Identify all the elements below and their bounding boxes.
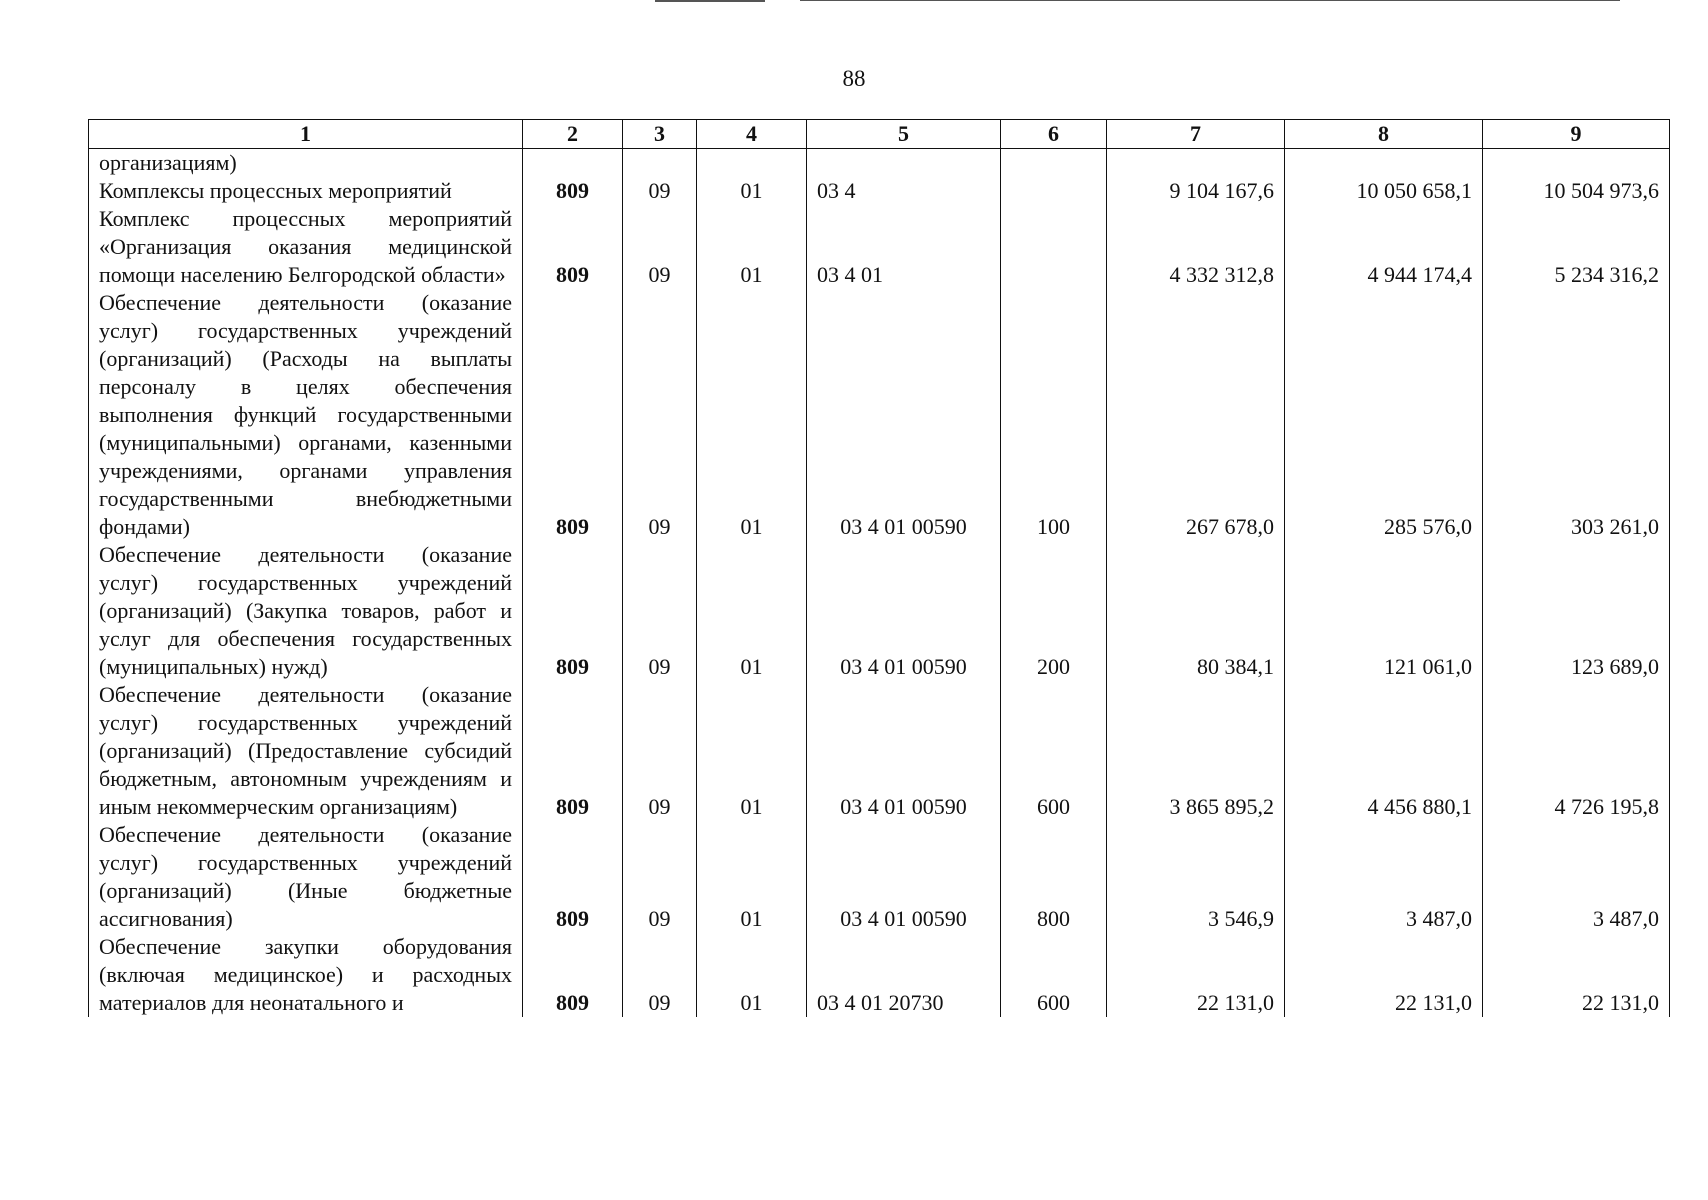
subsection-code: 01 (697, 205, 807, 289)
column-header: 8 (1285, 120, 1483, 149)
table-row (89, 289, 1670, 541)
row-name: Обеспечение деятельности (оказание услуг) государственных учреждений (организаций) (Закупка товаров, работ и услуг для обеспечения государственных (муниципальных) нужд) (89, 541, 523, 681)
amount-col-7: 267 678,0 (1107, 289, 1285, 541)
section-code: 09 (623, 933, 697, 1017)
target-article-code: 03 4 01 00590 (807, 681, 1001, 821)
amount-col-9: 5 234 316,2 (1483, 205, 1670, 289)
expense-type-code: 200 (1001, 541, 1107, 681)
top-rule-right (800, 0, 1620, 1)
subsection-code: 01 (697, 541, 807, 681)
expense-type-code (1001, 205, 1107, 289)
section-code (623, 149, 697, 178)
column-header: 1 (89, 120, 523, 149)
table-row (89, 681, 1670, 821)
target-article-code (807, 149, 1001, 178)
amount-col-8: 285 576,0 (1285, 289, 1483, 541)
table-row (89, 149, 1670, 178)
subsection-code: 01 (697, 681, 807, 821)
section-code: 09 (623, 821, 697, 933)
gr-code: 809 (523, 177, 623, 205)
column-header: 6 (1001, 120, 1107, 149)
amount-col-7: 4 332 312,8 (1107, 205, 1285, 289)
subsection-code: 01 (697, 933, 807, 1017)
target-article-code: 03 4 01 00590 (807, 289, 1001, 541)
target-article-code: 03 4 01 (807, 205, 1001, 289)
column-header: 4 (697, 120, 807, 149)
amount-col-9: 22 131,0 (1483, 933, 1670, 1017)
top-rule-left (655, 0, 765, 2)
amount-col-9: 4 726 195,8 (1483, 681, 1670, 821)
gr-code: 809 (523, 289, 623, 541)
expense-type-code: 100 (1001, 289, 1107, 541)
amount-col-9: 303 261,0 (1483, 289, 1670, 541)
column-header: 3 (623, 120, 697, 149)
amount-col-8: 4 456 880,1 (1285, 681, 1483, 821)
section-code: 09 (623, 681, 697, 821)
row-name: Обеспечение деятельности (оказание услуг) государственных учреждений (организаций) (Расходы на выплаты персоналу в целях обеспечения выполнения функций государственными (муниципальными) органами, казенными учреждениями, органами управления государственными внебюджетными фондами) (89, 289, 523, 541)
section-code: 09 (623, 541, 697, 681)
amount-col-9: 10 504 973,6 (1483, 177, 1670, 205)
row-name: Обеспечение закупки оборудования (включая медицинское) и расходных материалов для неонатального и (89, 933, 523, 1017)
amount-col-7: 80 384,1 (1107, 541, 1285, 681)
expense-type-code: 600 (1001, 681, 1107, 821)
table-row (89, 177, 1670, 205)
amount-col-8 (1285, 149, 1483, 178)
amount-col-9 (1483, 149, 1670, 178)
amount-col-9: 3 487,0 (1483, 821, 1670, 933)
table-row (89, 821, 1670, 933)
expense-type-code: 800 (1001, 821, 1107, 933)
budget-table (88, 119, 1670, 1017)
amount-col-7: 9 104 167,6 (1107, 177, 1285, 205)
amount-col-7 (1107, 149, 1285, 178)
amount-col-9: 123 689,0 (1483, 541, 1670, 681)
amount-col-7: 3 546,9 (1107, 821, 1285, 933)
subsection-code: 01 (697, 821, 807, 933)
gr-code: 809 (523, 541, 623, 681)
section-code: 09 (623, 289, 697, 541)
gr-code: 809 (523, 681, 623, 821)
subsection-code (697, 149, 807, 178)
target-article-code: 03 4 (807, 177, 1001, 205)
expense-type-code (1001, 149, 1107, 178)
gr-code (523, 149, 623, 178)
row-name: Обеспечение деятельности (оказание услуг) государственных учреждений (организаций) (Предоставление субсидий бюджетным, автономным учреждениям и иным некоммерческим организациям) (89, 681, 523, 821)
amount-col-7: 3 865 895,2 (1107, 681, 1285, 821)
page-number: 88 (842, 66, 866, 91)
target-article-code: 03 4 01 00590 (807, 821, 1001, 933)
expense-type-code: 600 (1001, 933, 1107, 1017)
amount-col-8: 10 050 658,1 (1285, 177, 1483, 205)
row-name: Обеспечение деятельности (оказание услуг) государственных учреждений (организаций) (Иные бюджетные ассигнования) (89, 821, 523, 933)
table-row (89, 541, 1670, 681)
amount-col-8: 4 944 174,4 (1285, 205, 1483, 289)
row-name: организациям) (89, 149, 523, 178)
amount-col-8: 3 487,0 (1285, 821, 1483, 933)
gr-code: 809 (523, 205, 623, 289)
gr-code: 809 (523, 933, 623, 1017)
column-header: 7 (1107, 120, 1285, 149)
amount-col-8: 121 061,0 (1285, 541, 1483, 681)
target-article-code: 03 4 01 20730 (807, 933, 1001, 1017)
expense-type-code (1001, 177, 1107, 205)
table-row (89, 205, 1670, 289)
amount-col-8: 22 131,0 (1285, 933, 1483, 1017)
column-header: 9 (1483, 120, 1670, 149)
target-article-code: 03 4 01 00590 (807, 541, 1001, 681)
amount-col-7: 22 131,0 (1107, 933, 1285, 1017)
section-code: 09 (623, 205, 697, 289)
table-row (89, 933, 1670, 1017)
row-name: Комплексы процессных мероприятий (89, 177, 523, 205)
column-header: 5 (807, 120, 1001, 149)
section-code: 09 (623, 177, 697, 205)
row-name: Комплекс процессных мероприятий «Организация оказания медицинской помощи населению Белгородской области» (89, 205, 523, 289)
gr-code: 809 (523, 821, 623, 933)
subsection-code: 01 (697, 289, 807, 541)
column-header: 2 (523, 120, 623, 149)
subsection-code: 01 (697, 177, 807, 205)
table-header-row (89, 120, 1670, 149)
